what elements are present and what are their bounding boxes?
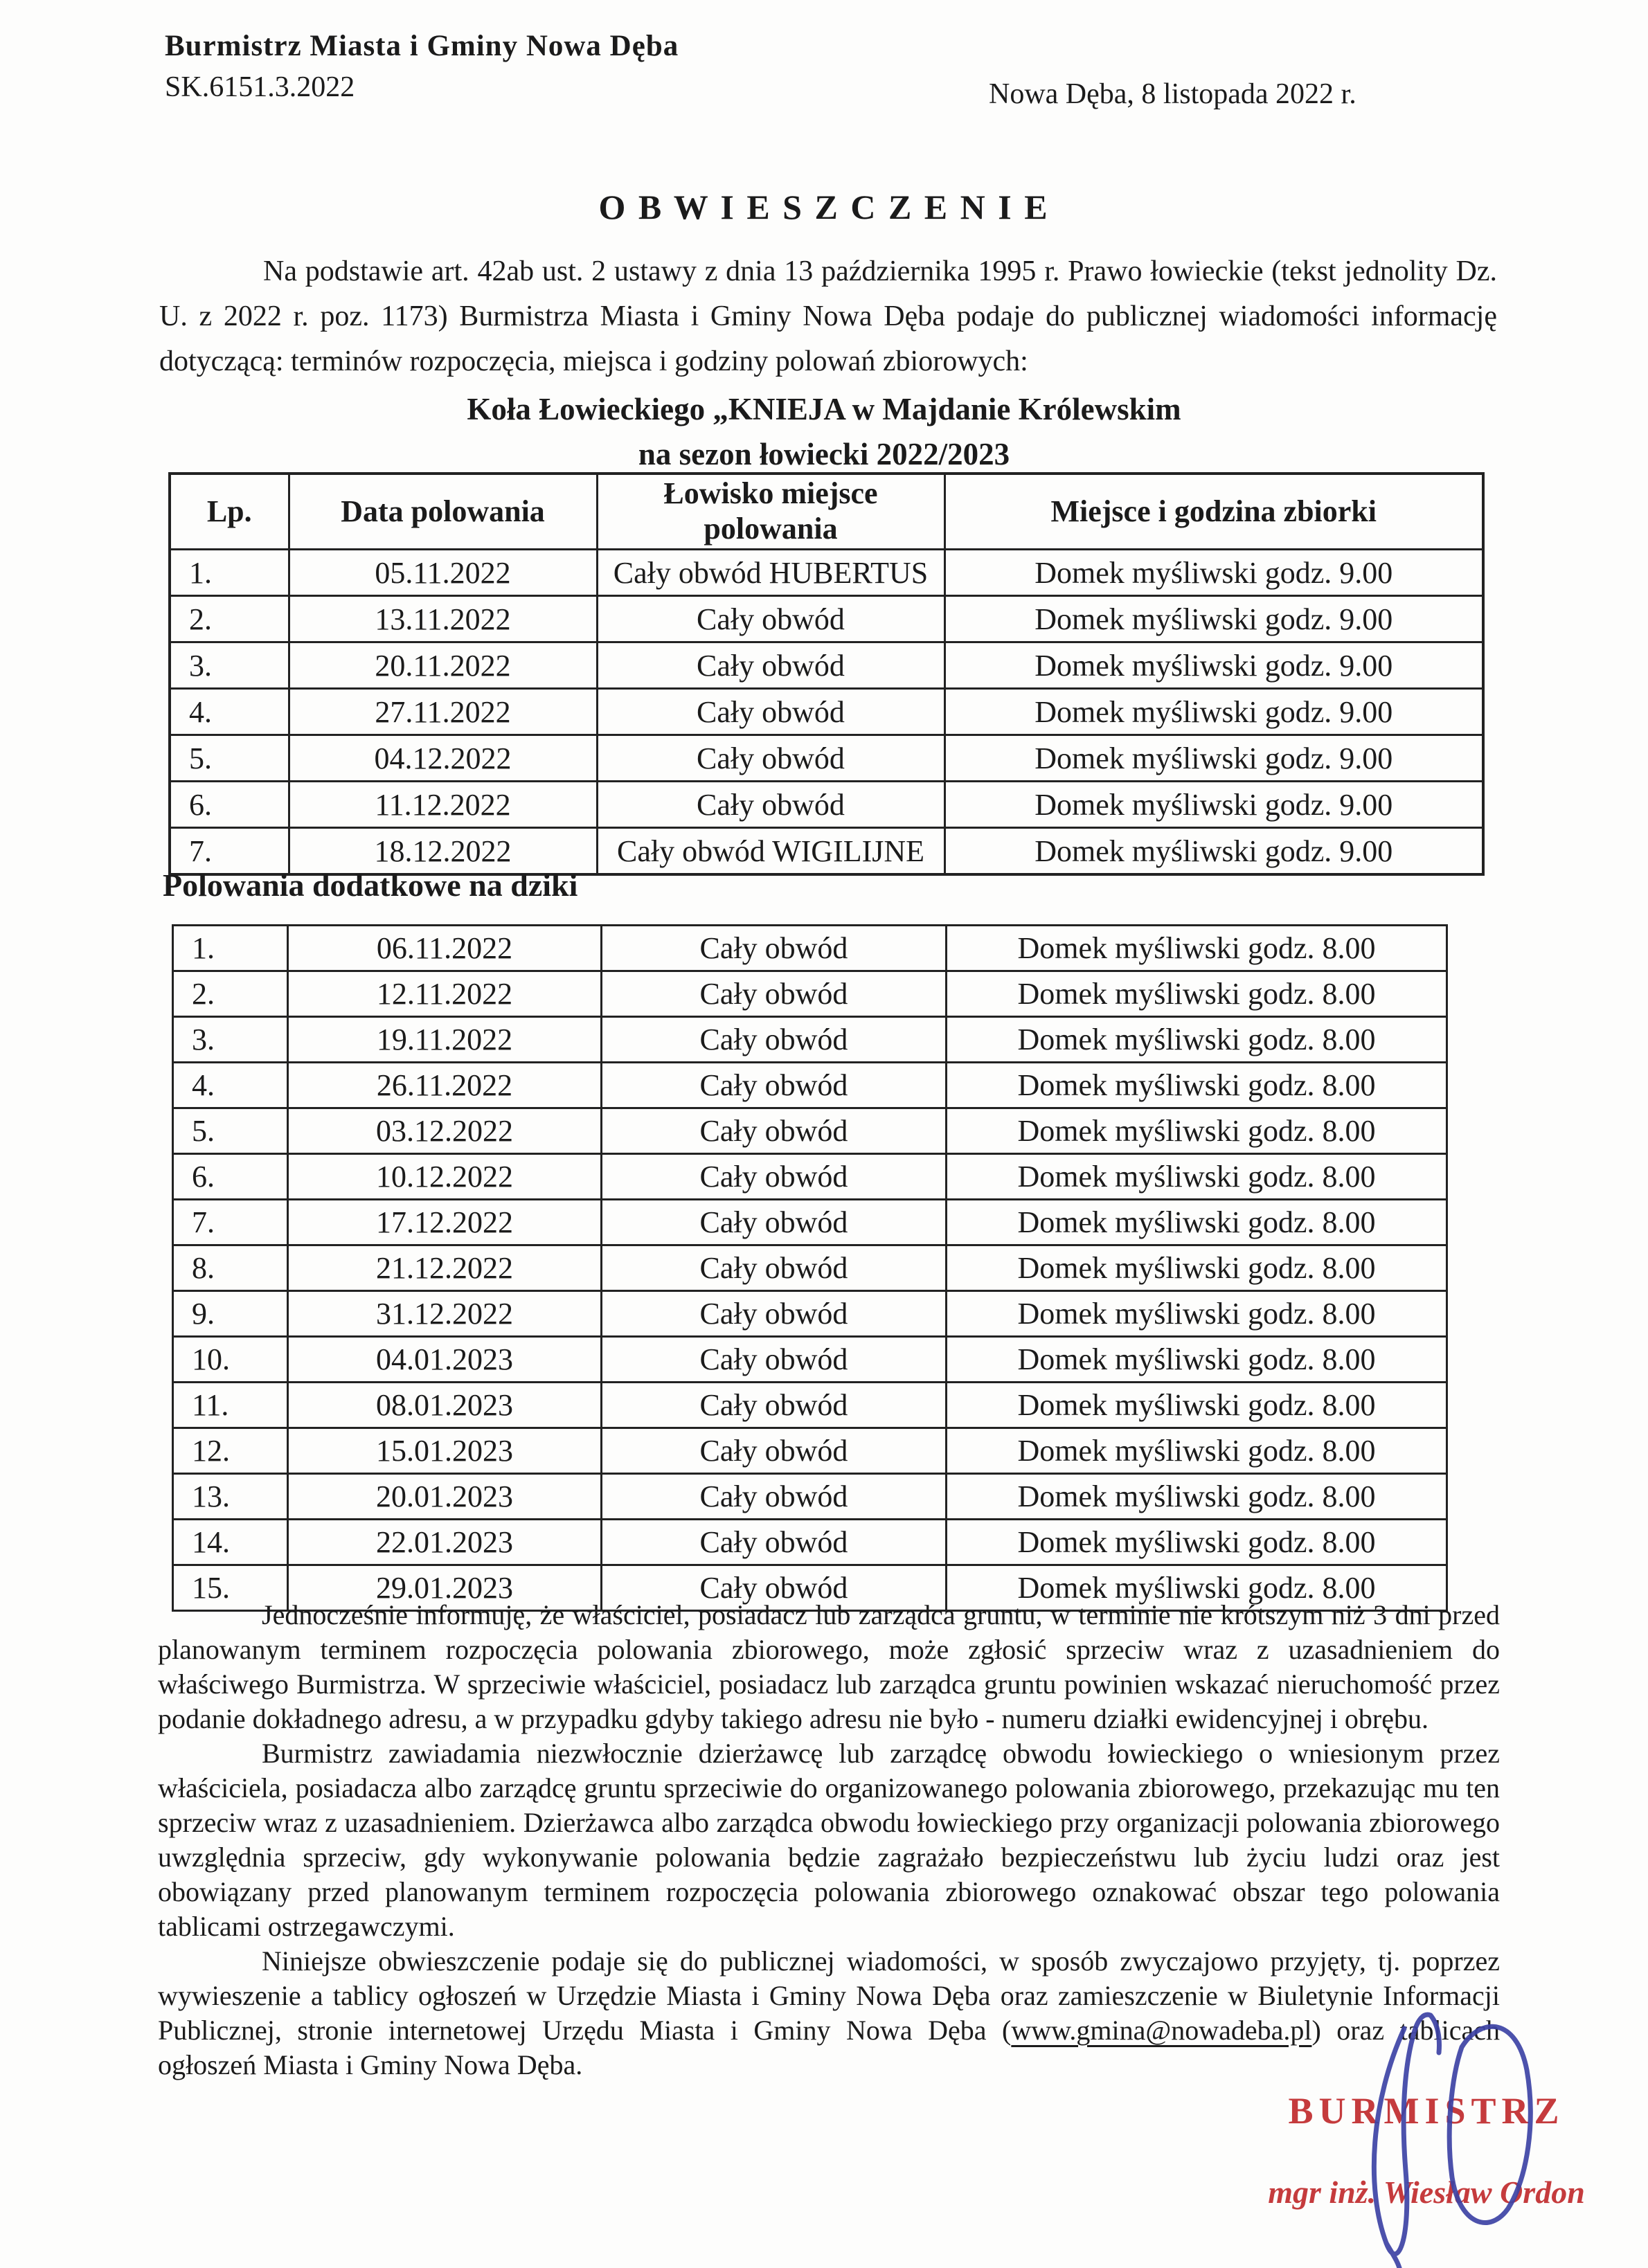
table-cell: Domek myśliwski godz. 8.00 [947, 1474, 1447, 1520]
table-row [173, 971, 1447, 1017]
table-cell: Domek myśliwski godz. 8.00 [947, 971, 1447, 1017]
table-cell: Domek myśliwski godz. 8.00 [947, 1063, 1447, 1108]
column-header: Data polowania [289, 474, 597, 550]
table-cell: 19.11.2022 [288, 1017, 602, 1063]
table-cell: Domek myśliwski godz. 9.00 [944, 596, 1483, 642]
table-cell: Cały obwód [597, 782, 944, 828]
table-cell: Domek myśliwski godz. 8.00 [947, 1154, 1447, 1200]
table-cell: Cały obwód [597, 689, 944, 735]
table-cell: Domek myśliwski godz. 9.00 [944, 689, 1483, 735]
column-header: Lp. [170, 474, 289, 550]
table-cell: 20.01.2023 [288, 1474, 602, 1520]
table-cell: 04.12.2022 [289, 735, 597, 782]
table-row [170, 550, 1483, 596]
table-cell: 10. [173, 1337, 288, 1383]
table-cell: 03.12.2022 [288, 1108, 602, 1154]
table-cell: 2. [170, 596, 289, 642]
table-cell: Cały obwód [602, 1520, 947, 1565]
column-header: Miejsce i godzina zbiorki [944, 474, 1483, 550]
table-cell: 12.11.2022 [288, 971, 602, 1017]
table-cell: Domek myśliwski godz. 9.00 [944, 735, 1483, 782]
table-cell: Cały obwód [602, 1200, 947, 1245]
table-row [170, 689, 1483, 735]
table-row [173, 926, 1447, 971]
table-cell: Domek myśliwski godz. 8.00 [947, 1428, 1447, 1474]
table-cell: 26.11.2022 [288, 1063, 602, 1108]
dateline: Nowa Dęba, 8 listopada 2022 r. [989, 78, 1356, 110]
table-cell: Domek myśliwski godz. 8.00 [947, 1108, 1447, 1154]
table-header-row [170, 474, 1483, 550]
table-cell: 7. [170, 828, 289, 875]
table-cell: Cały obwód [597, 596, 944, 642]
table-cell: 04.01.2023 [288, 1337, 602, 1383]
table-row [173, 1154, 1447, 1200]
table-row [173, 1063, 1447, 1108]
table-cell: 9. [173, 1291, 288, 1337]
table-cell: Cały obwód [602, 926, 947, 971]
burmistrz-role-stamp: BURMISTRZ [1288, 2090, 1565, 2132]
table-cell: Cały obwód [597, 735, 944, 782]
table-cell: 1. [173, 926, 288, 971]
table-cell: Cały obwód [602, 1063, 947, 1108]
table-cell: 14. [173, 1520, 288, 1565]
table-cell: 2. [173, 971, 288, 1017]
table-cell: 15. [173, 1565, 288, 1611]
table-row [173, 1200, 1447, 1245]
table-cell: 8. [173, 1245, 288, 1291]
table-cell: 17.12.2022 [288, 1200, 602, 1245]
table-row [173, 1428, 1447, 1474]
handwritten-signature [1302, 2004, 1579, 2268]
table-row [173, 1337, 1447, 1383]
table-cell: 7. [173, 1200, 288, 1245]
table-cell: Domek myśliwski godz. 8.00 [947, 1200, 1447, 1245]
table-cell: Domek myśliwski godz. 8.00 [947, 926, 1447, 971]
column-header: Łowisko miejsce polowania [597, 474, 944, 550]
reference-number: SK.6151.3.2022 [165, 71, 355, 103]
table-cell: Cały obwód [602, 1337, 947, 1383]
table-cell: Domek myśliwski godz. 9.00 [944, 642, 1483, 689]
paragraph-3-text-after: ) oraz tablicach ogłoszeń Miasta i Gminy Nowa Dęba. [158, 2015, 1501, 2080]
subtitle-line-1: Koła Łowieckiego „KNIEJA w Majdanie Królewskim [467, 392, 1181, 426]
table-cell: Domek myśliwski godz. 8.00 [947, 1245, 1447, 1291]
burmistrz-name-stamp: mgr inż. Wiesław Ordon [1268, 2175, 1585, 2210]
table-cell: Cały obwód [602, 971, 947, 1017]
table-row [173, 1017, 1447, 1063]
table-cell: 3. [173, 1017, 288, 1063]
section-heading: Polowania dodatkowe na dziki [163, 867, 578, 903]
table-cell: Domek myśliwski godz. 8.00 [947, 1017, 1447, 1063]
table-row [173, 1520, 1447, 1565]
boar-hunts-table [172, 924, 1448, 1612]
body-paragraphs [158, 1598, 1500, 2082]
table-cell: Domek myśliwski godz. 8.00 [947, 1565, 1447, 1611]
paragraph-1: Jednocześnie informuję, że właściciel, posiadacz lub zarządca gruntu, w terminie nie krótszym niż 3 dni przed planowanym terminem rozpoczęcia polowania zbiorowego, może zgłosić sprzeciw wraz z uzasadnieniem do właściwego Burmistrza. W sprzeciwie właściciel, posiadacz lub zarządca gruntu powinien wskazać nieruchomość przez podanie dokładnego adresu, a w przypadku gdyby takiego adresu nie było - numeru działki ewidencyjnej i obrębu. [158, 1599, 1500, 1734]
table-row [173, 1108, 1447, 1154]
table-cell: 15.01.2023 [288, 1428, 602, 1474]
table-row [170, 596, 1483, 642]
table-row [170, 735, 1483, 782]
table-row [170, 782, 1483, 828]
table-cell: 06.11.2022 [288, 926, 602, 971]
table-cell: Domek myśliwski godz. 8.00 [947, 1337, 1447, 1383]
table-cell: Cały obwód [602, 1017, 947, 1063]
table-cell: 6. [170, 782, 289, 828]
table-cell: 05.11.2022 [289, 550, 597, 596]
table-row [173, 1245, 1447, 1291]
table-cell: 4. [170, 689, 289, 735]
table-cell: 13.11.2022 [289, 596, 597, 642]
sender-name: Burmistrz Miasta i Gminy Nowa Dęba [165, 30, 679, 62]
subtitle-line-2: na sezon łowiecki 2022/2023 [638, 437, 1010, 471]
table-cell: Cały obwód [602, 1474, 947, 1520]
table-cell: 27.11.2022 [289, 689, 597, 735]
table-cell: 11. [173, 1383, 288, 1428]
table-cell: Cały obwód [602, 1565, 947, 1611]
table-row [173, 1291, 1447, 1337]
table-row [170, 642, 1483, 689]
table-row [173, 1383, 1447, 1428]
table-cell: Cały obwód [602, 1383, 947, 1428]
table-cell: 3. [170, 642, 289, 689]
table-cell: 29.01.2023 [288, 1565, 602, 1611]
document-title: O B W I E S Z C Z E N I E [598, 188, 1050, 226]
table-cell: Cały obwód [597, 642, 944, 689]
table-cell: 13. [173, 1474, 288, 1520]
table-row [173, 1474, 1447, 1520]
table-cell: Domek myśliwski godz. 8.00 [947, 1291, 1447, 1337]
table-cell: 21.12.2022 [288, 1245, 602, 1291]
table-cell: 4. [173, 1063, 288, 1108]
table-cell: 12. [173, 1428, 288, 1474]
table-cell: Domek myśliwski godz. 9.00 [944, 828, 1483, 875]
intro-paragraph [159, 249, 1497, 384]
table-cell: Domek myśliwski godz. 9.00 [944, 782, 1483, 828]
paragraph-3 [158, 1944, 1500, 2082]
table-cell: Cały obwód [602, 1291, 947, 1337]
table-cell: Cały obwód [602, 1428, 947, 1474]
table-cell: 31.12.2022 [288, 1291, 602, 1337]
table-cell: Cały obwód [602, 1108, 947, 1154]
table-cell: Domek myśliwski godz. 9.00 [944, 550, 1483, 596]
intro-text: Na podstawie art. 42ab ust. 2 ustawy z dnia 13 października 1995 r. Prawo łowieckie (tekst jednolity Dz. U. z 2022 r. poz. 1173) Burmistrza Miasta i Gminy Nowa Dęba podaje do publicznej wiadomości informację dotyczącą: terminów rozpoczęcia, miejsca i godziny polowań zbiorowych: [159, 255, 1497, 377]
table-cell: 5. [173, 1108, 288, 1154]
table-cell: Cały obwód [602, 1245, 947, 1291]
table-cell: 11.12.2022 [289, 782, 597, 828]
table-cell: Domek myśliwski godz. 8.00 [947, 1520, 1447, 1565]
table-cell: 22.01.2023 [288, 1520, 602, 1565]
table-cell: 1. [170, 550, 289, 596]
table-cell: 10.12.2022 [288, 1154, 602, 1200]
table-cell: Cały obwód [602, 1154, 947, 1200]
paragraph-3-text: Niniejsze obwieszczenie podaje się do publicznej wiadomości, w sposób zwyczajowo przyjęty, tj. poprzez wywieszenie a tablicy ogłoszeń w Urzędzie Miasta i Gminy Nowa Dęba oraz zamieszczenie w Biuletynie Informacji Publicznej, stronie internetowej Urzędu Miasta i Gminy Nowa Dęba ( [158, 1945, 1500, 2046]
table-cell: 5. [170, 735, 289, 782]
table-cell: 6. [173, 1154, 288, 1200]
website-link[interactable]: www.gmina@nowadeba.pl [1011, 2015, 1312, 2046]
table-cell: Cały obwód HUBERTUS [597, 550, 944, 596]
table-cell: Domek myśliwski godz. 8.00 [947, 1383, 1447, 1428]
table-cell: 08.01.2023 [288, 1383, 602, 1428]
hunting-schedule-table [168, 472, 1485, 876]
table-cell: 18.12.2022 [289, 828, 597, 875]
table-cell: Cały obwód WIGILIJNE [597, 828, 944, 875]
table-cell: 20.11.2022 [289, 642, 597, 689]
paragraph-2: Burmistrz zawiadamia niezwłocznie dzierżawcę lub zarządcę obwodu łowieckiego o wniesionym przez właściciela, posiadacza albo zarządcę gruntu sprzeciwie do organizowanego polowania zbiorowego, przekazując mu ten sprzeciw wraz z uzasadnieniem. Dzierżawca albo zarządca obwodu łowieckiego przy organizacji polowania zbiorowego uwzględnia sprzeciw, gdy wykonywanie polowania będzie zagrażało bezpieczeństwu lub życiu ludzi oraz jest obowiązany przed planowanym terminem rozpoczęcia polowania zbiorowego oznakować obszar tego polowania tablicami ostrzegawczymi. [158, 1738, 1500, 1942]
